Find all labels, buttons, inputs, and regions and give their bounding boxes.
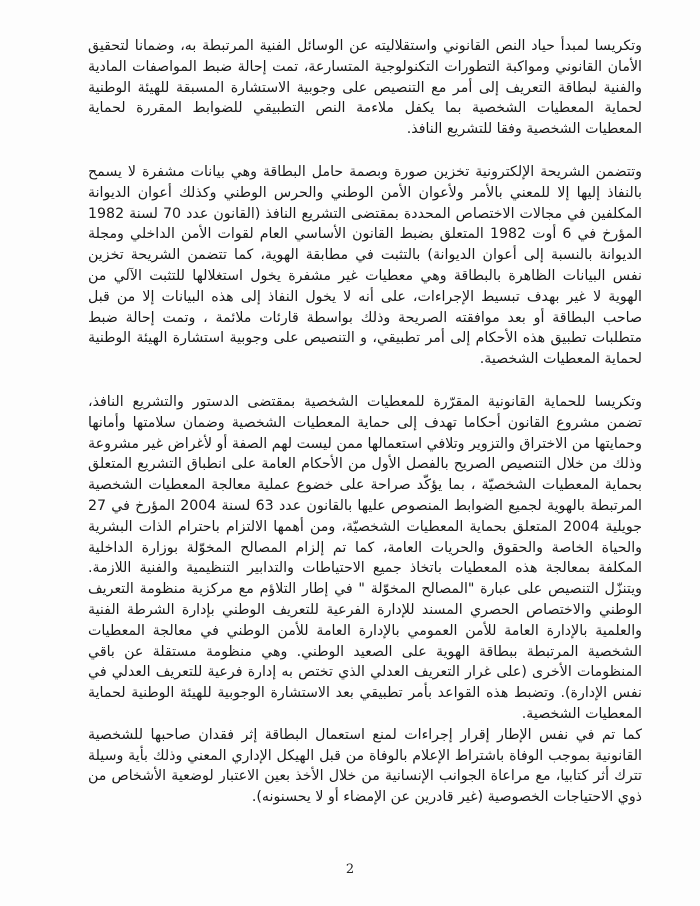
paragraph-1: وتكريسا لمبدأ حياد النص القانوني واستقلاليته عن الوسائل الفنية المرتبطة به، وضمانا لتحقيق الأمان القانوني ومواكبة التطورات التكنولوجية المتسارعة، تمت إحالة ضبط المواصفات المادية والفنية لبطاقة التعريف إلى أمر مع التنصيص على وجوبية الاستشارة المسبقة للهيئة الوطنية لحماية المعطيات الشخصية بما يكفل ملاءمة النص التطبيقي للضوابط المقررة لحماية المعطيات الشخصية وفقا للتشريع النافذ.	[88, 38, 642, 138]
page-number: 2	[345, 862, 355, 877]
paragraph-4: كما تم في نفس الإطار إقرار إجراءات لمنع استعمال البطاقة إثر فقدان صاحبها للشخصية القانونية بموجب الوفاة باشتراط الإعلام بالوفاة من قبل الهيكل الإداري المعني وذلك بأية وسيلة تترك أثر كتابيا، مع مراعاة الجوانب الإنسانية من خلال الأخذ بعين الاعتبار لوضعية الأشخاص من ذوي الاحتياجات الخصوصية (غير قادرين عن الإمضاء أو لا يحسنونه).	[88, 726, 642, 806]
document-body	[88, 36, 642, 808]
paragraph-2: وتتضمن الشريحة الإلكترونية تخزين صورة وبصمة حامل البطاقة وهي بيانات مشفرة لا يسمح بالنفاذ إليها إلا للمعني بالأمر ولأعوان الأمن الوطني والحرس الوطني وكذلك أعوان الديوانة المكلفين في مجالات الاختصاص المحددة بمقتضى التشريع النافذ (القانون عدد 70 لسنة 1982 المؤرخ في 6 أوت 1982 المتعلق بضبط القانون الأساسي العام لقوات الأمن الداخلي ومجلة الديوانة بالنسبة إلى أعوان الديوانة) بالتثبت في مطابقة الهوية، كما تتضمن الشريحة تخزين نفس البيانات الظاهرة بالبطاقة وهي معطيات غير مشفرة يخول استغلالها للتثبت الآلي من الهوية لا غير بهدف تبسيط الإجراءات، على أنه لا يخول النفاذ إلى هذه البيانات إلا من قبل صاحب البطاقة أو بعد موافقته الصريحة وذلك بواسطة قارئات ملائمة ، وتمت إحالة ضبط متطلبات تطبيق هذه الأحكام إلى أمر تطبيقي، و التنصيص على وجوبية استشارة الهيئة الوطنية لحماية المعطيات الشخصية.	[88, 163, 643, 368]
paragraph-3: وتكريسا للحماية القانونية المقرّرة للمعطيات الشخصية بمقتضى الدستور والتشريع النافذ، تضمن مشروع القانون أحكاما تهدف إلى حماية المعطيات الشخصية وضمان سلامتها وأمانها وحمايتها من الاختراق والتزوير وتلافي استعمالها ممن ليست لهم الصفة أو لأغراض غير مشروعة وذلك من خلال التنصيص الصريح بالفصل الأول من الأحكام العامة على انطباق التشريع المتعلق بحماية المعطيات الشخصيّة ، بما يؤكّد صراحة على خضوع عملية معالجة المعطيات الشخصية المرتبطة بالهوية لجميع الضوابط المنصوص عليها بالقانون عدد 63 لسنة 2004 المؤرخ في 27 جويلية 2004 المتعلق بحماية المعطيات الشخصيّة، ومن أهمها الالتزام باحترام الذات البشرية والحياة الخاصة والحقوق والحريات العامة، كما تم إلزام المصالح المخوّلة بوزارة الداخلية المكلفة بمعالجة هذه المعطيات باتخاذ جميع الاحتياطات والتدابير التنظيمية والفنية اللازمة. ويتنزّل التنصيص على عبارة "المصالح المخوّلة " في إطار التلاؤم مع مركزية منظومة التعريف الوطني والاختصاص الحصري المسند للإدارة الفرعية للتعريف الوطني بإدارة الشرطة الفنية والعلمية بالإدارة العامة للأمن العمومي بالإدارة العامة للأمن الوطني في معالجة المعطيات الشخصية المرتبطة ببطاقة الهوية على الصعيد الوطني. وهي منظومة مستقلة عن باقي المنظومات الأخرى (على غرار التعريف العدلي الذي تختص به إدارة فرعية للتعريف العدلي في نفس الإدارة). وتضبط هذه القواعد بأمر تطبيقي بعد الاستشارة الوجوبية للهيئة الوطنية لحماية المعطيات الشخصية.	[88, 393, 642, 722]
